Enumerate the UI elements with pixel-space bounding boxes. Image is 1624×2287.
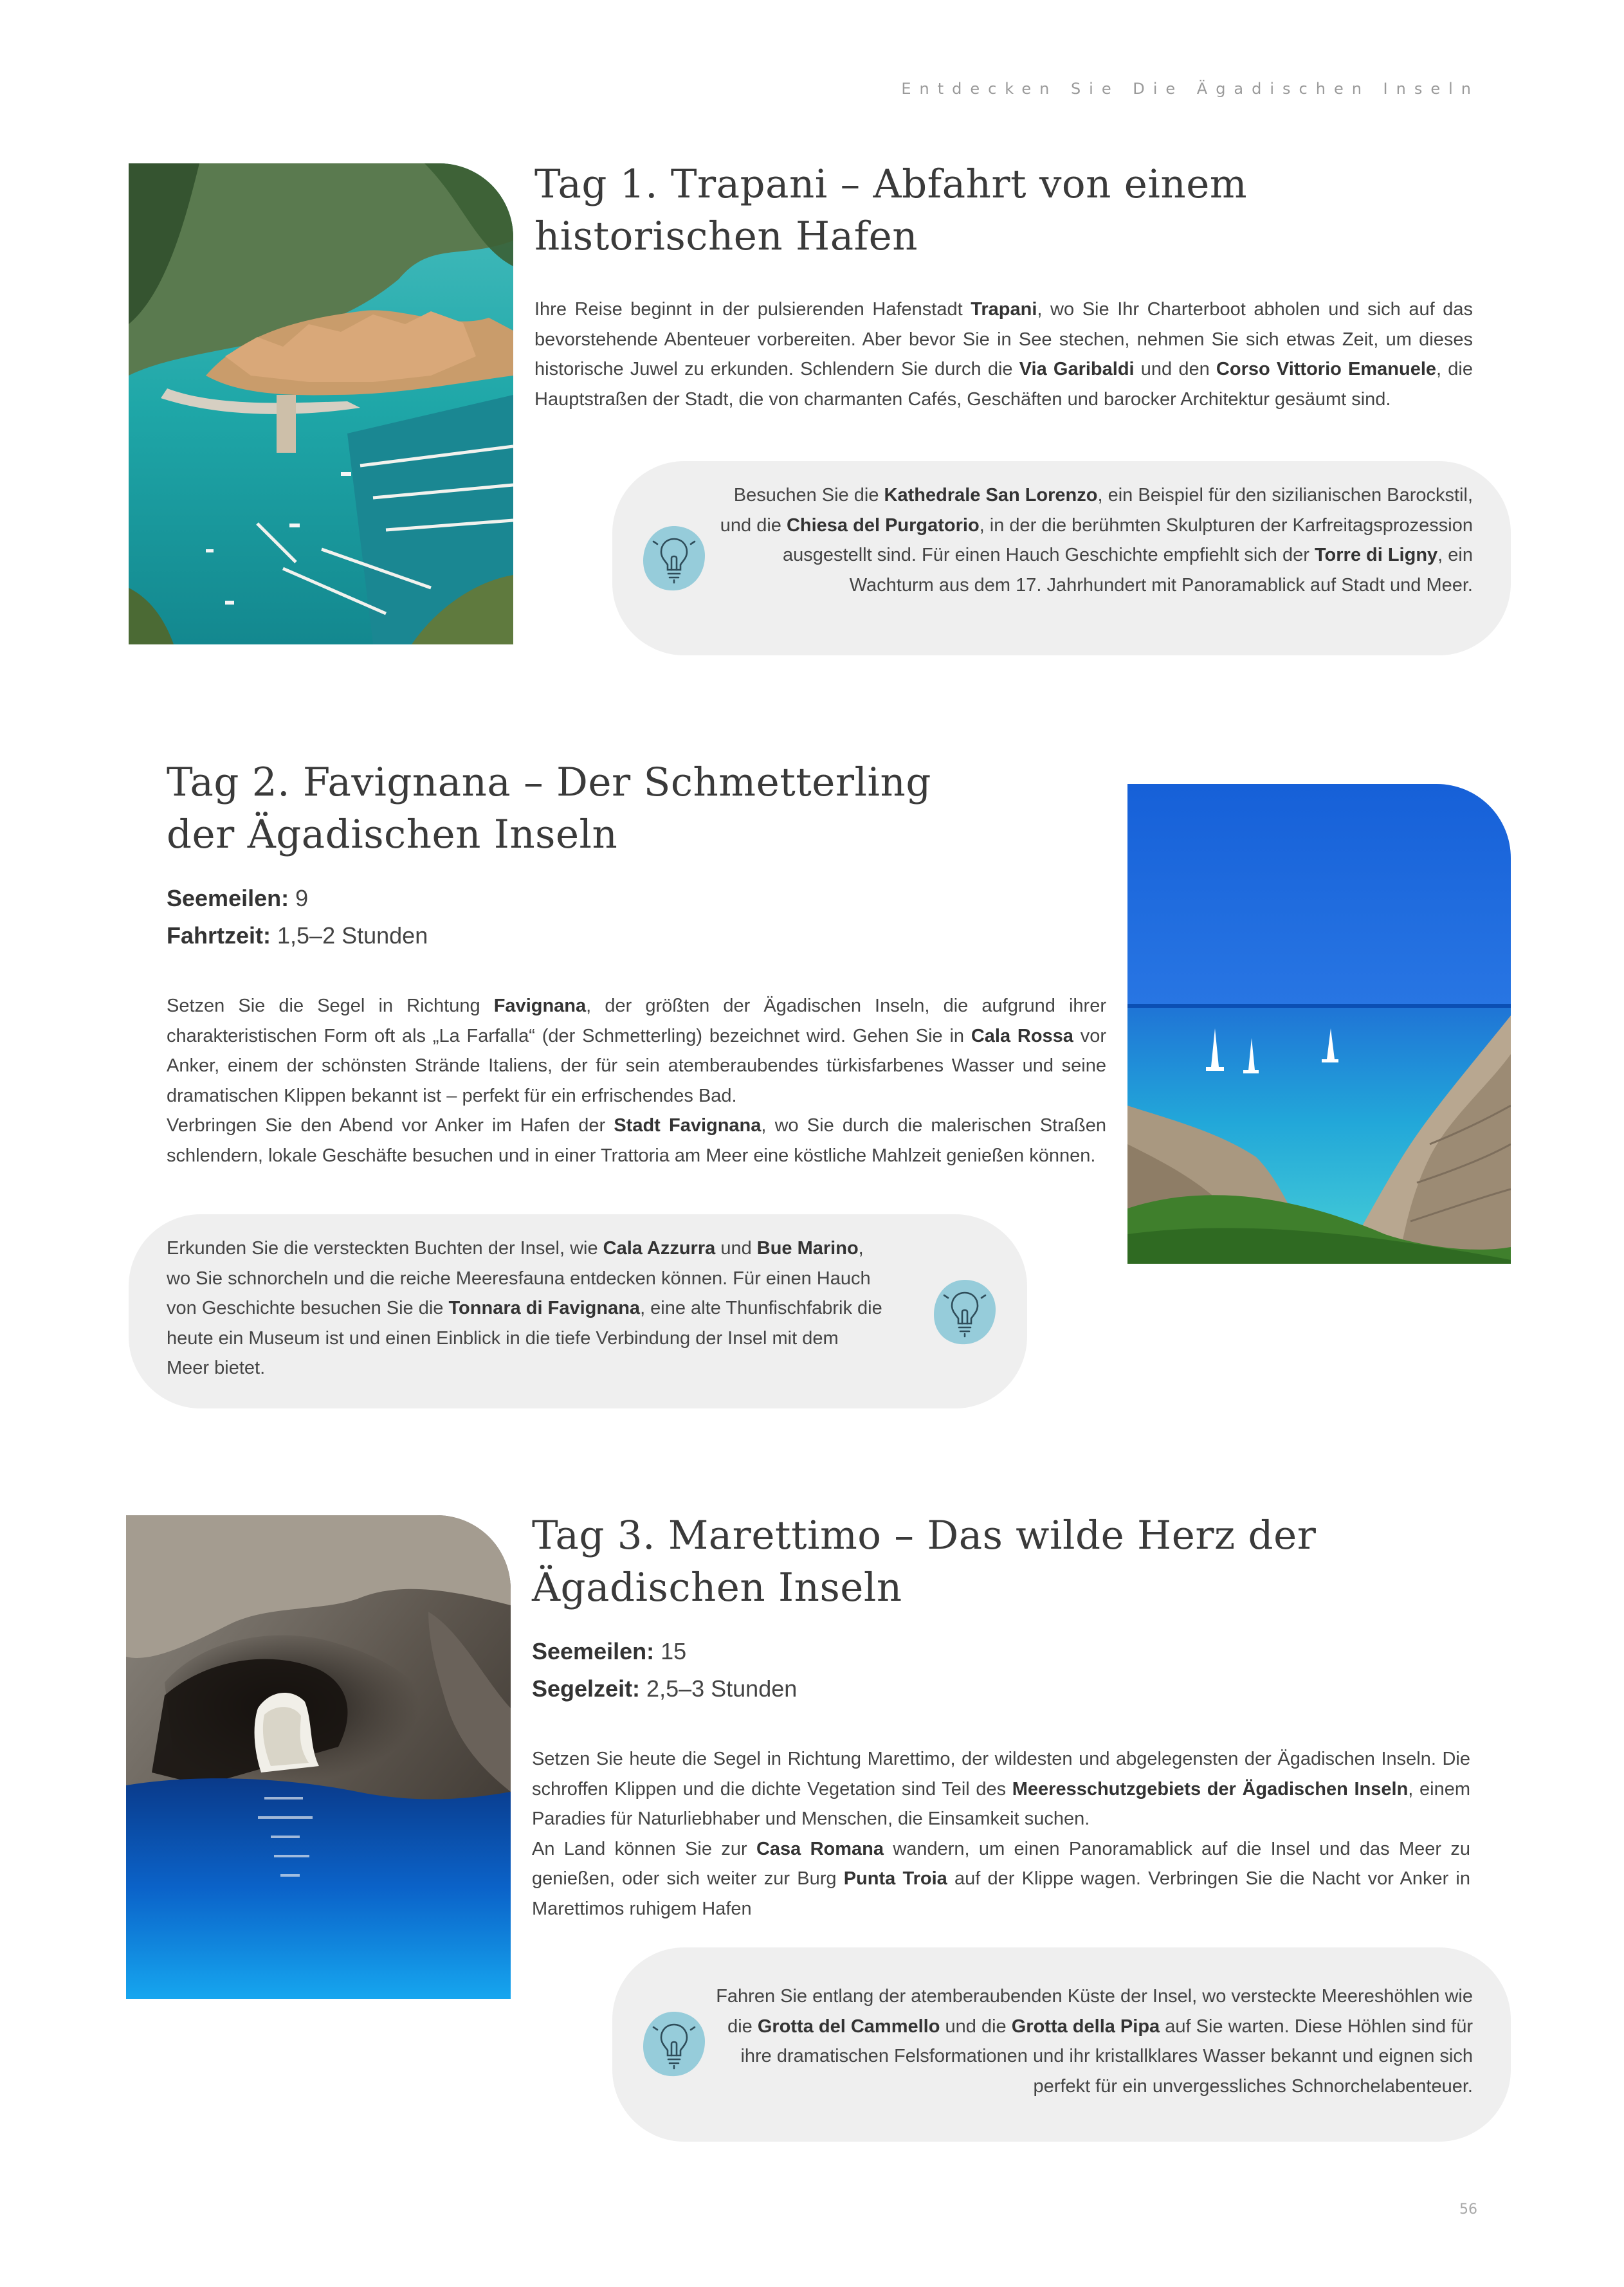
emphasized-term: Corso Vittorio Emanuele — [1216, 359, 1437, 379]
day2-tip-line — [167, 1293, 938, 1324]
text-run: Setzen Sie die Segel in Richtung — [167, 996, 494, 1016]
day3-paragraphs — [532, 1744, 1470, 1924]
lightbulb-icon — [638, 2008, 710, 2080]
text-run: Erkunden Sie die versteckten Buchten der Insel, wie — [167, 1238, 603, 1259]
text-run: Verbringen Sie den Abend vor Anker im Hafen der — [167, 1115, 614, 1136]
day1-tip-text — [714, 480, 1473, 600]
lightbulb-icon — [638, 522, 710, 594]
text-run: und den — [1134, 359, 1216, 379]
text-run: und die — [940, 2016, 1012, 2037]
text-run: An Land können Sie zur — [532, 1838, 756, 1859]
text-run: Fahren Sie entlang der atemberaubenden Küste der Insel, wo versteckte Meereshöhlen wie die — [716, 1986, 1473, 2037]
text-run: heute ein Museum ist und einen Einblick in die tiefe Verbindung der Insel mit dem — [167, 1327, 839, 1349]
page-number: 56 — [1459, 2201, 1477, 2218]
emphasized-term: Grotta del Cammello — [757, 2016, 940, 2037]
text-run: Ihre Reise beginnt in der pulsierenden Hafenstadt — [534, 299, 971, 320]
day2-tip-line — [167, 1353, 938, 1383]
emphasized-term: Grotta della Pipa — [1011, 2016, 1160, 2037]
day3-meta — [532, 1633, 797, 1708]
text-run: und — [715, 1238, 757, 1259]
text-run: , ein Beispiel für den sizilianischen Barockstil, und die — [720, 485, 1473, 536]
text-run: auf der Klippe wagen. Verbringen Sie die Nacht vor Anker in Marettimos ruhigem Hafen — [532, 1868, 1471, 1919]
emphasized-term: Cala Rossa — [971, 1025, 1073, 1046]
text-run: von Geschichte besuchen Sie die — [167, 1298, 449, 1318]
text-run: , der größten der Ägadischen Inseln, die aufgrund ihrer charakteristischen Form oft als „La Farfalla“ (der Schmetterling) bezeichnet wird. Gehen Sie in — [167, 996, 1106, 1046]
text-run: , wo Sie Ihr Charterboot abholen und sich auf das bevorstehende Abenteuer vorbereiten. Aber bevor Sie in See stechen, nehmen Sie sich etwas Zeit, um dieses historische Juwel zu erkunden. Schlendern Sie durch die — [534, 299, 1473, 379]
text-run: , wo Sie durch die malerischen Straßen schlendern, lokale Geschäfte besuchen und in einer Trattoria am Meer eine köstliche Mahlzeit genießen können. — [167, 1115, 1106, 1166]
text-run: , — [858, 1238, 864, 1259]
text-run: , ein Wachturm aus dem 17. Jahrhundert mit Panoramablick auf Stadt und Meer. — [849, 545, 1473, 596]
day2-paragraph-1 — [167, 991, 1106, 1111]
day2-paragraph-2 — [167, 1111, 1106, 1171]
emphasized-term: Casa Romana — [756, 1838, 884, 1859]
favignana-bay-photo — [1127, 784, 1511, 1264]
text-run: , einem Paradies für Naturliebhaber und Menschen, die Einsamkeit suchen. — [532, 1778, 1470, 1829]
day2-tip-line — [167, 1264, 938, 1294]
emphasized-term: Stadt Favignana — [614, 1115, 762, 1136]
day2-meta-duration: Fahrtzeit: 1,5–2 Stunden — [167, 922, 428, 949]
text-run: , die Hauptstraßen der Stadt, die von charmanten Cafés, Geschäften und barocker Architektur gesäumt sind. — [534, 359, 1473, 410]
day2-title: Tag 2. Favignana – Der Schmetterling der Ägadischen Inseln — [167, 760, 931, 857]
marettimo-sea-cave-photo — [126, 1515, 511, 1999]
emphasized-term: Favignana — [493, 996, 587, 1016]
emphasized-term: Via Garibaldi — [1019, 359, 1135, 379]
day1-title: Tag 1. Trapani – Abfahrt von einem historischen Hafen — [534, 161, 1248, 259]
emphasized-term: Chiesa del Purgatorio — [786, 515, 980, 536]
trapani-harbour-photo — [129, 163, 513, 644]
emphasized-term: Cala Azzurra — [603, 1238, 716, 1259]
emphasized-term: Bue Marino — [756, 1238, 859, 1259]
text-run: , in der die berühmten Skulpturen der Karfreitagsprozession ausgestellt sind. Für einen Hauch Geschichte empfiehlt sich der — [783, 515, 1473, 565]
text-run: vor Anker, einem der schönsten Strände Italiens, der für sein atemberaubendes türkisfarbenes Wasser und seine dramatischen Klippen bekannt ist – perfekt für ein erfrischendes Bad. — [167, 1025, 1106, 1106]
day2-meta — [167, 880, 428, 954]
emphasized-term: Kathedrale San Lorenzo — [884, 485, 1098, 506]
running-header: Entdecken Sie Die Ägadischen Inseln — [901, 80, 1479, 98]
day3-tip-text — [714, 1982, 1473, 2101]
emphasized-term: Tonnara di Favignana — [448, 1298, 641, 1318]
day2-meta-distance: Seemeilen: 9 — [167, 885, 309, 911]
day3-meta-duration: Segelzeit: 2,5–3 Stunden — [532, 1675, 798, 1702]
text-run: wo Sie schnorcheln und die reiche Meeresfauna entdecken können. Für einen Hauch — [167, 1268, 871, 1289]
day3-meta-distance: Seemeilen: 15 — [532, 1638, 687, 1664]
emphasized-term: Trapani — [971, 299, 1037, 320]
emphasized-term: Meeresschutzgebiets der Ägadischen Inseln — [1012, 1778, 1409, 1800]
day2-tip-line — [167, 1324, 938, 1354]
emphasized-term: Punta Troia — [843, 1868, 947, 1889]
text-run: wandern, um einen Panoramablick auf die Insel und das Meer zu genießen, oder sich weiter zur Burg — [532, 1838, 1470, 1889]
day2-paragraphs — [167, 991, 1106, 1171]
day3-title: Tag 3. Marettimo – Das wilde Herz der Ägadischen Inseln — [532, 1513, 1317, 1610]
day2-tip-line — [167, 1234, 938, 1264]
text-run: Meer bietet. — [167, 1358, 266, 1378]
day3-paragraph-1 — [532, 1744, 1470, 1834]
text-run: Besuchen Sie die — [733, 485, 884, 506]
lightbulb-icon — [929, 1276, 1001, 1348]
emphasized-term: Torre di Ligny — [1314, 545, 1438, 565]
text-run: auf Sie warten. Diese Höhlen sind für ihre dramatischen Felsformationen und ihr kristallklares Wasser bekannt und eignen sich perfekt für ein unvergessliches Schnorchelabenteuer. — [740, 2016, 1473, 2097]
text-run: Setzen Sie heute die Segel in Richtung Marettimo, der wildesten und abgelegensten der Ägadischen Inseln. Die schroffen Klippen und die dichte Vegetation sind Teil des — [532, 1749, 1470, 1800]
day3-paragraph-2 — [532, 1834, 1470, 1924]
day1-paragraph — [534, 295, 1473, 414]
text-run: , eine alte Thunfischfabrik die — [640, 1298, 882, 1318]
day2-tip-text — [167, 1234, 938, 1383]
